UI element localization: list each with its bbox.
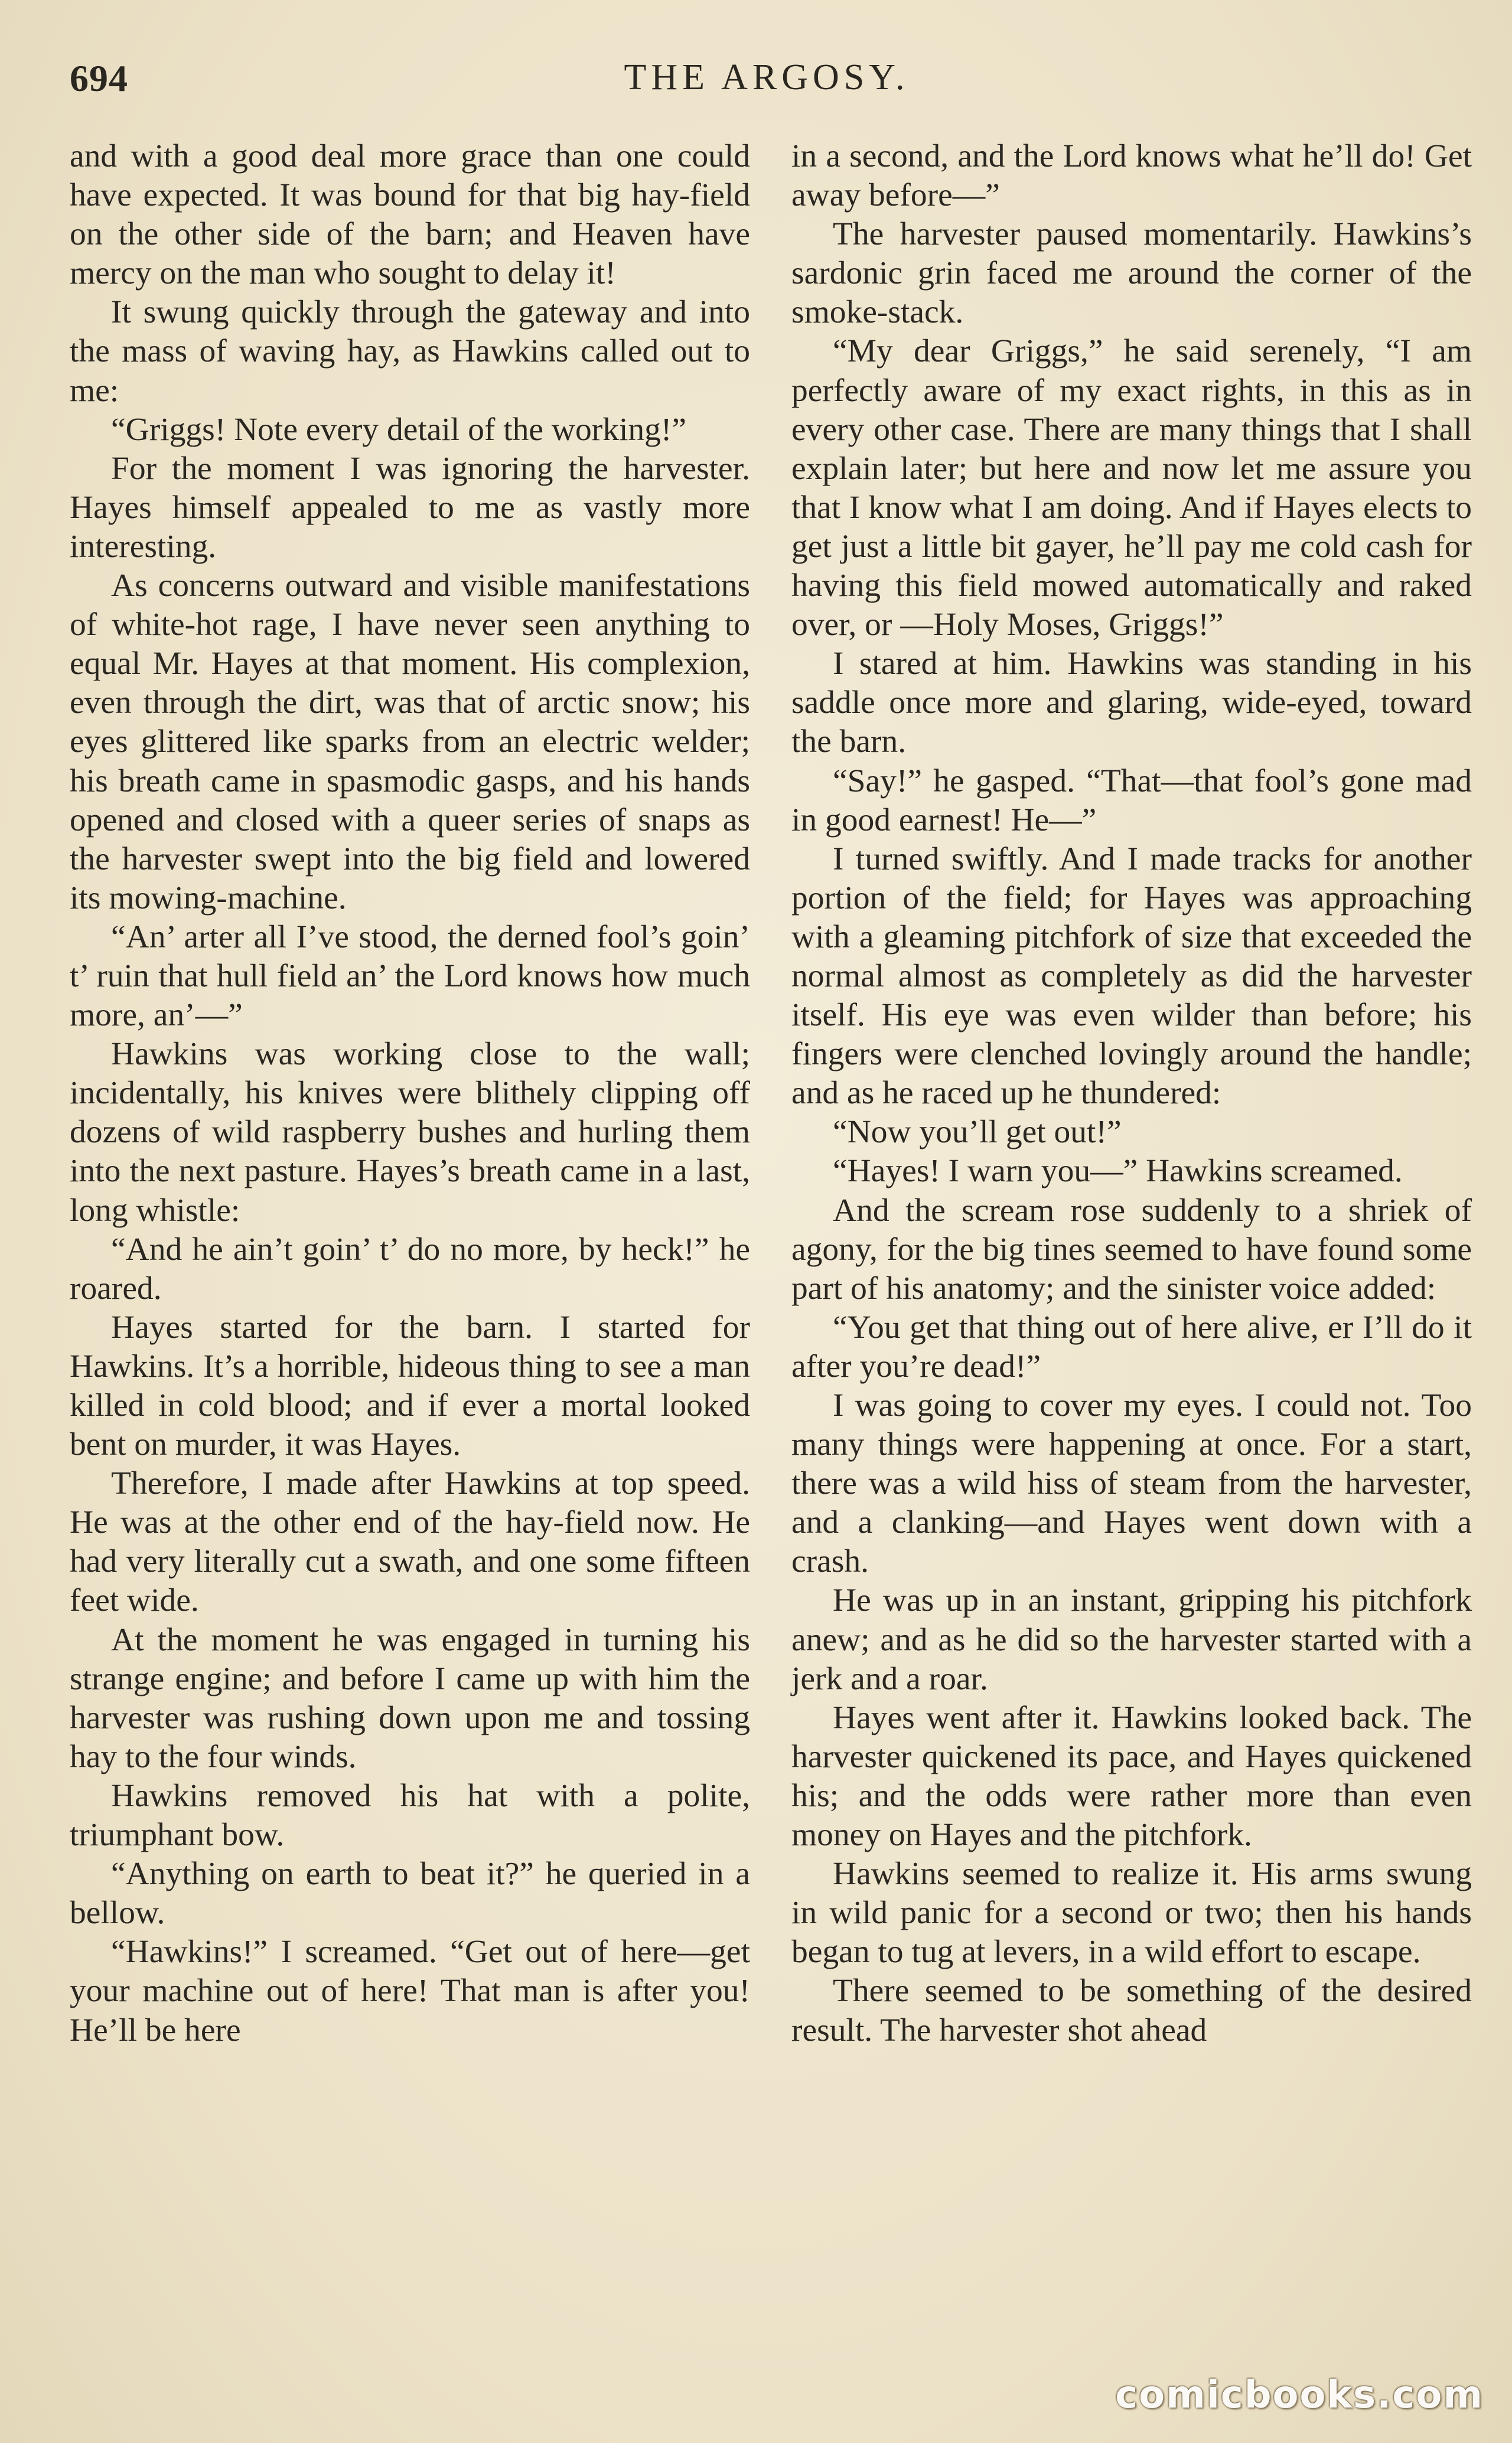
paragraph: Hawkins was working close to the wall; incidentally, his knives were blithely clipping off dozens of wild raspberry bushes and hurling them into the next pasture. Hayes’s breath came in a last, long whistle: <box>70 1036 750 1229</box>
paragraph: Hawkins removed his hat with a polite, triumphant bow. <box>70 1777 750 1854</box>
paragraph: And the scream rose suddenly to a shriek of agony, for the big tines seemed to have found some part of his anatomy; and the sinister voice added: <box>791 1192 1472 1307</box>
paragraph: and with a good deal more grace than one could have expected. It was bound for that big hay-field on the other side of the barn; and Heaven have mercy on the man who sought to delay it! <box>70 138 750 292</box>
paragraph: For the moment I was ignoring the harvester. Hayes himself appealed to me as vastly more interesting. <box>70 450 750 565</box>
paragraph: I was going to cover my eyes. I could not. Too many things were happening at once. For a start, there was a wild hiss of steam from the harvester, and a clanking—and Hayes went down with a crash. <box>791 1387 1472 1580</box>
paragraph: The harvester paused momentarily. Hawkins’s sardonic grin faced me around the corner of the smoke-stack. <box>791 216 1472 331</box>
paragraph: “My dear Griggs,” he said serenely, “I am perfectly aware of my exact rights, in this as in every other case. There are many things that I shall explain later; but here and now let me assure you that I know what I am doing. And if Hayes elects to get just a little bit gayer, he’ll pay me cold cash for having this field mowed automatically and raked over, or —Holy Moses, Griggs!” <box>791 333 1472 643</box>
paragraph: I turned swiftly. And I made tracks for another portion of the field; for Hayes was approaching with a gleaming pitchfork of size that exceeded the normal almost as completely as did the harvester itself. His eye was even wilder than before; his fingers were clenched lovingly around the handle; and as he raced up he thundered: <box>791 841 1472 1112</box>
page-header <box>70 57 1464 110</box>
paragraph: “Hawkins!” I screamed. “Get out of here—get your machine out of here! That man is after you! He’ll be here <box>70 1934 750 2048</box>
paragraph: “Hayes! I warn you—” Hawkins screamed. <box>833 1153 1403 1190</box>
watermark: comicbooks.com <box>1115 2373 1484 2417</box>
right-column <box>791 137 1472 2050</box>
left-column <box>70 137 750 2050</box>
paragraph: Hawkins seemed to realize it. His arms swung in wild panic for a second or two; then his hands began to tug at levers, in a wild effort to escape. <box>791 1856 1472 1970</box>
paragraph: He was up in an instant, gripping his pitchfork anew; and as he did so the harvester started with a jerk and a roar. <box>791 1582 1472 1697</box>
paragraph: in a second, and the Lord knows what he’ll do! Get away before—” <box>791 138 1472 214</box>
paragraph: “And he ain’t goin’ t’ do no more, by heck!” he roared. <box>70 1231 750 1307</box>
paragraph: “Anything on earth to beat it?” he queried in a bellow. <box>70 1856 750 1931</box>
paragraph: “Now you’ll get out!” <box>833 1114 1122 1151</box>
paragraph: At the moment he was engaged in turning his strange engine; and before I came up with him the harvester was rushing down upon me and tossing hay to the four winds. <box>70 1621 750 1775</box>
paragraph: “Say!” he gasped. “That—that fool’s gone mad in good earnest! He—” <box>791 763 1472 838</box>
paragraph: “An’ arter all I’ve stood, the derned fool’s goin’ t’ ruin that hull field an’ the Lord knows how much more, an’—” <box>70 918 750 1034</box>
paragraph: Hayes went after it. Hawkins looked back. The harvester quickened its pace, and Hayes quickened his; and the odds were rather more than even money on Hayes and the pitchfork. <box>791 1699 1472 1854</box>
paragraph: Hayes started for the barn. I started for Hawkins. It’s a horrible, hideous thing to see a man killed in cold blood; and if ever a mortal looked bent on murder, it was Hayes. <box>70 1309 750 1463</box>
paragraph: As concerns outward and visible manifestations of white-hot rage, I have never seen anything to equal Mr. Hayes at that moment. His complexion, even through the dirt, was that of arctic snow; his eyes glittered like sparks from an electric welder; his breath came in spasmodic gasps, and his hands opened and closed with a queer series of snaps as the harvester swept into the big field and lowered its mowing-machine. <box>70 568 750 916</box>
running-head: THE ARGOSY. <box>624 57 910 97</box>
paragraph: I stared at him. Hawkins was standing in his saddle once more and glaring, wide-eyed, toward the barn. <box>791 646 1472 760</box>
paragraph: “Griggs! Note every detail of the working!” <box>111 411 686 448</box>
page-number: 694 <box>70 57 128 99</box>
paragraph: It swung quickly through the gateway and into the mass of waving hay, as Hawkins called out to me: <box>70 294 750 409</box>
paragraph: Therefore, I made after Hawkins at top speed. He was at the other end of the hay-field now. He had very literally cut a swath, and one some fifteen feet wide. <box>70 1465 750 1619</box>
paragraph: “You get that thing out of here alive, er I’ll do it after you’re dead!” <box>791 1309 1472 1385</box>
paragraph: There seemed to be something of the desired result. The harvester shot ahead <box>791 1973 1472 2048</box>
